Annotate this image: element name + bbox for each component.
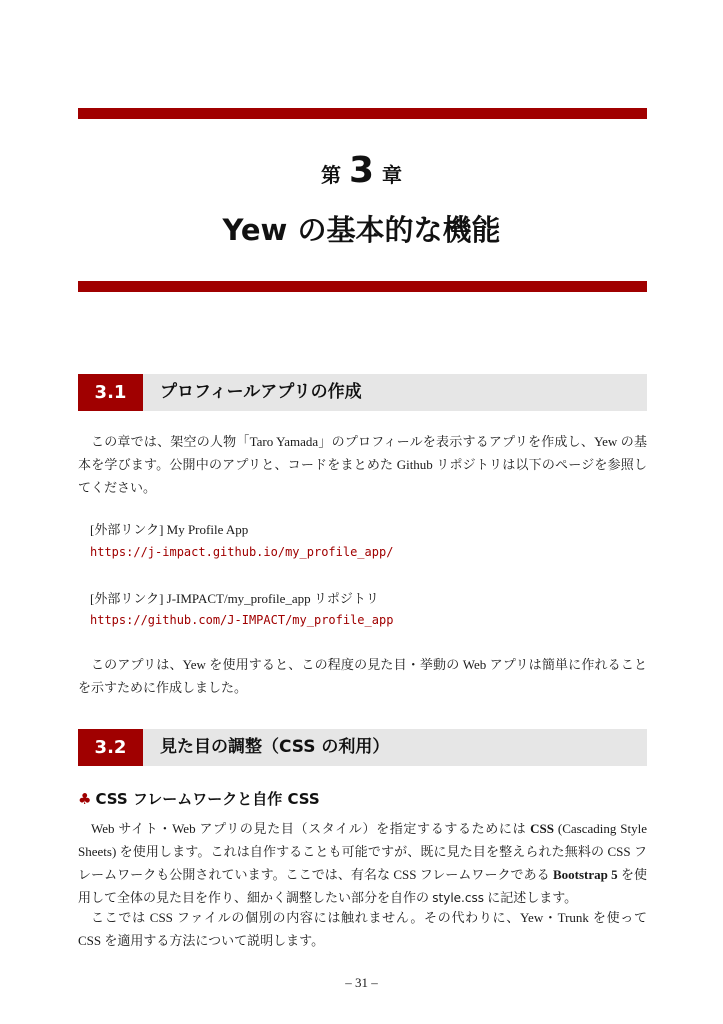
section-title: プロフィールアプリの作成	[160, 382, 362, 402]
chapter-number	[0, 150, 723, 191]
section-1-paragraph-2: このアプリは、Yew を使用すると、この程度の見た目・挙動の Web アプリは簡単に作れることを示すために作成しました。	[78, 657, 647, 695]
link-url-profile-app[interactable]: https://j-impact.github.io/my_profile_app/	[90, 545, 394, 559]
section-heading-3-1	[78, 374, 647, 411]
css-term: CSS	[530, 821, 554, 836]
chapter-suffix: 章	[382, 163, 403, 187]
chapter-prefix: 第	[320, 163, 341, 187]
bottom-rule	[78, 281, 647, 292]
section-2-paragraph-1	[78, 817, 647, 910]
section-2-paragraph-2: ここでは CSS ファイルの個別の内容には触れません。その代わりに、Yew・Trunk を使って CSS を適用する方法について説明します。	[78, 910, 647, 948]
section-heading-3-2	[78, 729, 647, 766]
page-number: – 31 –	[345, 975, 378, 990]
chapter-number-value: 3	[348, 150, 375, 191]
subsection-title: CSS フレームワークと自作 CSS	[95, 790, 320, 808]
section-number: 3.2	[78, 729, 143, 766]
link-label-profile-app: [外部リンク] My Profile App	[90, 522, 249, 537]
section-title: 見た目の調整（CSS の利用）	[160, 737, 390, 757]
link-url-repository[interactable]: https://github.com/J-IMPACT/my_profile_app	[90, 613, 394, 627]
bootstrap-term: Bootstrap 5	[552, 867, 618, 882]
text-run: を使用して全体の見た目を作り、細かく調整したい部分を自作の	[78, 867, 647, 905]
link-label-repository: [外部リンク] J-IMPACT/my_profile_app リポジトリ	[90, 591, 379, 606]
text-run: (Cascading Style Sheets) を使用します。これは自作することも可能ですが、既に見た目を整えられた無料の CSS フレームワークも公開されています。ここでは、有名な CSS フレームワークである	[78, 821, 647, 882]
top-rule	[78, 108, 647, 119]
chapter-title: Yew の基本的な機能	[222, 213, 501, 247]
section-number: 3.1	[78, 374, 143, 411]
text-run: Web サイト・Web アプリの見た目（スタイル）を指定するするためには	[91, 821, 531, 836]
club-icon: ♣	[78, 790, 92, 808]
filename: style.css	[432, 891, 484, 905]
text-run: に記述します。	[483, 890, 578, 905]
subsection-heading	[78, 788, 320, 809]
section-1-paragraph-1: この章では、架空の人物「Taro Yamada」のプロフィールを表示するアプリを作成し、Yew の基本を学びます。公開中のアプリと、コードをまとめた Github リポジトリは以下のページを参照してください。	[78, 434, 647, 495]
